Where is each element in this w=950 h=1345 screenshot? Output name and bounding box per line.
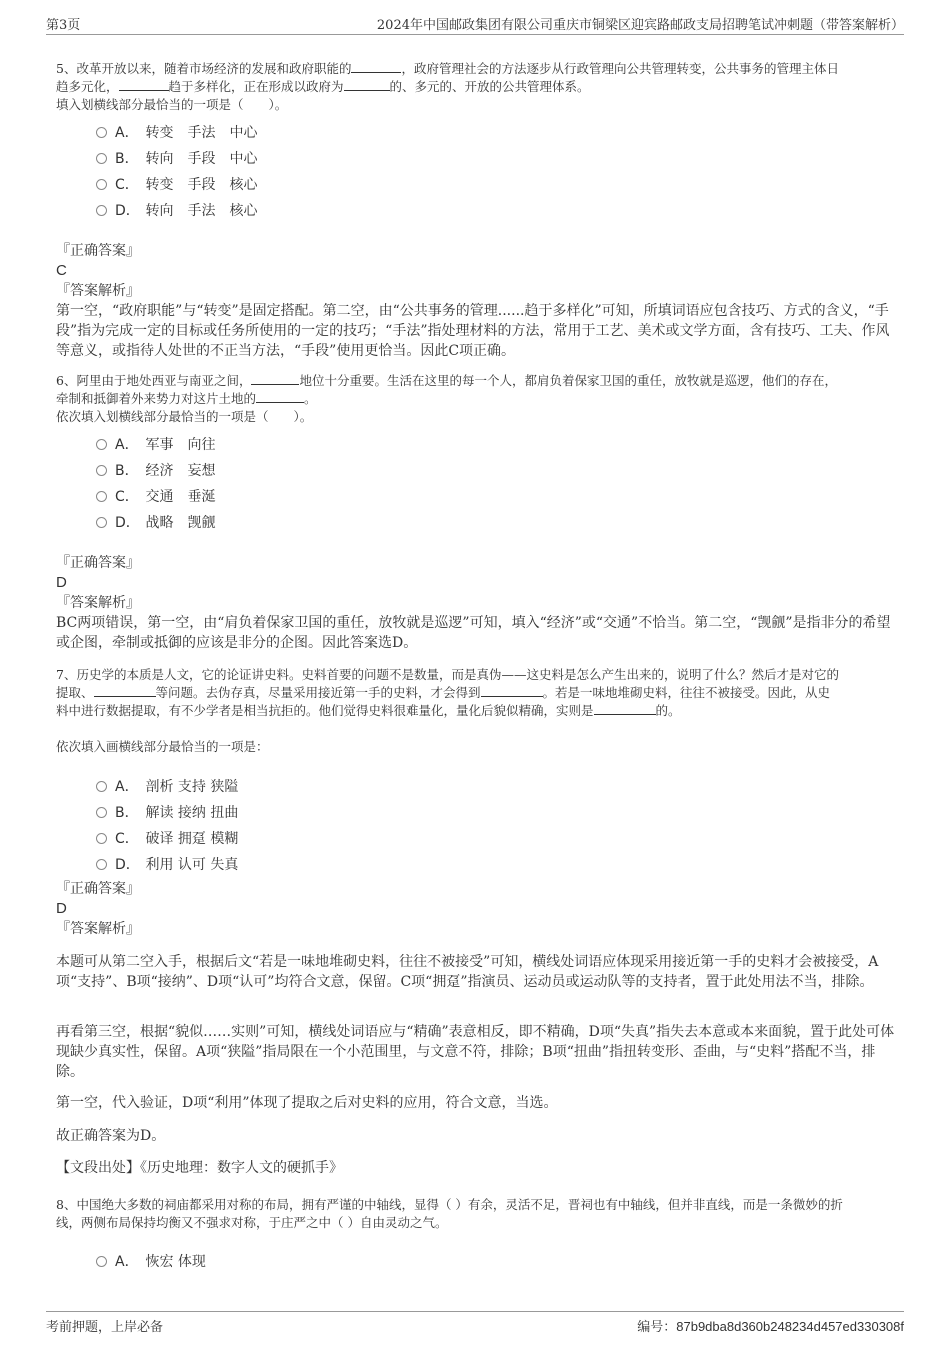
analysis-label: 『答案解析』 bbox=[56, 595, 140, 611]
q8-option-a[interactable]: A． 恢宏 体现 bbox=[96, 1251, 206, 1271]
q5-option-d[interactable]: D． 转向 手法 核心 bbox=[96, 200, 257, 220]
radio-icon[interactable] bbox=[96, 465, 107, 476]
page-header bbox=[46, 12, 904, 35]
question-7-stem: 7、历史学的本质是人文，它的论证讲史料。史料首要的问题不是数量，而是真伪——这史料是怎么产生出来的，说明了什么？然后才是对它的 提取、 等问题。去伪存真，尽量采用接近第一手的史料，才会得到 。若是一味地堆砌史料，往往不被接受。因此，从史 料中进行数据提取，有不少学者是相当抗拒的。他们觉得史料很难量化，量化后貌似精确，实则是 的。 bbox=[56, 667, 839, 718]
radio-icon[interactable] bbox=[96, 439, 107, 450]
q7-option-c[interactable]: C． 破译 拥趸 模糊 bbox=[96, 828, 238, 848]
q6-option-c[interactable]: C． 交通 垂涎 bbox=[96, 486, 215, 506]
radio-icon[interactable] bbox=[96, 179, 107, 190]
correct-answer-label: 『正确答案』 bbox=[56, 881, 140, 897]
question-7-prompt: 依次填入画横线部分最恰当的一项是： bbox=[56, 739, 269, 754]
radio-icon[interactable] bbox=[96, 153, 107, 164]
correct-answer: C bbox=[56, 262, 67, 279]
footer-slogan: 考前押题，上岸必备 bbox=[46, 1320, 164, 1335]
q5-answer-block bbox=[56, 241, 896, 361]
q7-source: 【文段出处】《历史地理：数字人文的硬抓手》 bbox=[56, 1160, 343, 1176]
radio-icon[interactable] bbox=[96, 859, 107, 870]
q7-answer-block bbox=[56, 879, 896, 939]
correct-answer-label: 『正确答案』 bbox=[56, 243, 140, 259]
radio-icon[interactable] bbox=[96, 781, 107, 792]
correct-answer: D bbox=[56, 574, 67, 591]
document-title: 2024年中国邮政集团有限公司重庆市铜梁区迎宾路邮政支局招聘笔试冲刺题（带答案解析） bbox=[376, 18, 904, 33]
question-6-prompt: 依次填入划横线部分最恰当的一项是（ ）。 bbox=[56, 409, 313, 424]
q6-option-b[interactable]: B． 经济 妄想 bbox=[96, 460, 215, 480]
radio-icon[interactable] bbox=[96, 205, 107, 216]
radio-icon[interactable] bbox=[96, 127, 107, 138]
q6-option-a[interactable]: A． 军事 向往 bbox=[96, 434, 215, 454]
analysis-text: BC两项错误，第一空，由“肩负着保家卫国的重任，放牧就是巡逻”可知，填入“经济”或“交通”不恰当。第二空，“觊觎”是指非分的希望或企图，牵制或抵御的应该是非分的企图。因此答案选D。 bbox=[56, 615, 891, 651]
question-6-stem: 6、阿里由于地处西亚与南亚之间， 地位十分重要。生活在这里的每一个人，都肩负着保家卫国的重任，放牧就是巡逻，他们的存在， 牵制和抵御着外来势力对这片土地的 。 依次填入划横线部分最恰当的一项是（ ）。 bbox=[56, 372, 892, 426]
q7-option-d[interactable]: D． 利用 认可 失真 bbox=[96, 854, 238, 874]
q6-option-d[interactable]: D． 战略 觊觎 bbox=[96, 512, 215, 532]
question-8-stem: 8、中国绝大多数的祠庙都采用对称的布局，拥有严谨的中轴线，显得（ ）有余，灵活不足，晋祠也有中轴线，但并非直线，而是一条微妙的折 线，两侧布局保持均衡又不强求对称，于庄严之中（ ）自由灵动之气。 bbox=[56, 1197, 843, 1230]
document-code: 编号：87b9dba8d360b248234d457ed330308f bbox=[637, 1319, 904, 1335]
question-5-prompt: 填入划横线部分最恰当的一项是（ ）。 bbox=[56, 97, 288, 112]
radio-icon[interactable] bbox=[96, 517, 107, 528]
q5-option-b[interactable]: B． 转向 手段 中心 bbox=[96, 148, 257, 168]
q5-option-c[interactable]: C． 转变 手段 核心 bbox=[96, 174, 257, 194]
q6-answer-block bbox=[56, 553, 896, 653]
q7-option-a[interactable]: A． 剖析 支持 狭隘 bbox=[96, 776, 238, 796]
q7-option-b[interactable]: B． 解读 接纳 扭曲 bbox=[96, 802, 238, 822]
page-footer bbox=[46, 1311, 904, 1336]
radio-icon[interactable] bbox=[96, 1256, 107, 1267]
page-number: 第3页 bbox=[46, 18, 81, 33]
analysis-label: 『答案解析』 bbox=[56, 921, 140, 937]
correct-answer: D bbox=[56, 900, 67, 917]
radio-icon[interactable] bbox=[96, 833, 107, 844]
q7-analysis-p4: 故正确答案为D。 bbox=[56, 1128, 166, 1144]
radio-icon[interactable] bbox=[96, 807, 107, 818]
analysis-text: 第一空，“政府职能”与“转变”是固定搭配。第二空，由“公共事务的管理......趋于多样化”可知，所填词语应包含技巧、方式的含义，“手段”指为完成一定的目标或任务所使用的一定的技巧；“手法”指处理材料的方法，常用于工艺、美术或文学方面，含有技巧、工夫、作风等意义，或指待人处世的不正当方法，“手段”使用更恰当。因此C项正确。 bbox=[56, 303, 890, 359]
q7-analysis-p3: 第一空，代入验证，D项“利用”体现了提取之后对史料的应用，符合文意，当选。 bbox=[56, 1095, 558, 1111]
correct-answer-label: 『正确答案』 bbox=[56, 555, 140, 571]
radio-icon[interactable] bbox=[96, 491, 107, 502]
analysis-label: 『答案解析』 bbox=[56, 283, 140, 299]
question-5-stem: 5、改革开放以来，随着市场经济的发展和政府职能的 ，政府管理社会的方法逐步从行政管理向公共管理转变，公共事务的管理主体日 趋多元化， 趋于多样化，正在形成以政府为 的、多元的、开放的公共管理体系。 填入划横线部分最恰当的一项是（ ）。 bbox=[56, 60, 892, 114]
q7-analysis-p1: 本题可从第二空入手，根据后文“若是一味地堆砌史料，往往不被接受”可知，横线处词语应体现采用接近第一手的史料才会被接受，A项“支持”、B项“接纳”、D项“认可”均符合文意，保留。C项“拥趸”指演员、运动员或运动队等的支持者，置于此处用法不当，排除。 bbox=[56, 954, 879, 990]
q5-option-a[interactable]: A． 转变 手法 中心 bbox=[96, 122, 257, 142]
q7-analysis-p2: 再看第三空，根据“貌似……实则”可知，横线处词语应与“精确”表意相反，即不精确，D项“失真”指失去本意或本来面貌，置于此处可体现缺少真实性，保留。A项“狭隘”指局限在一个小范围里，与文意不符，排除；B项“扭曲”指扭转变形、歪曲，与“史料”搭配不当，排除。 bbox=[56, 1024, 895, 1080]
